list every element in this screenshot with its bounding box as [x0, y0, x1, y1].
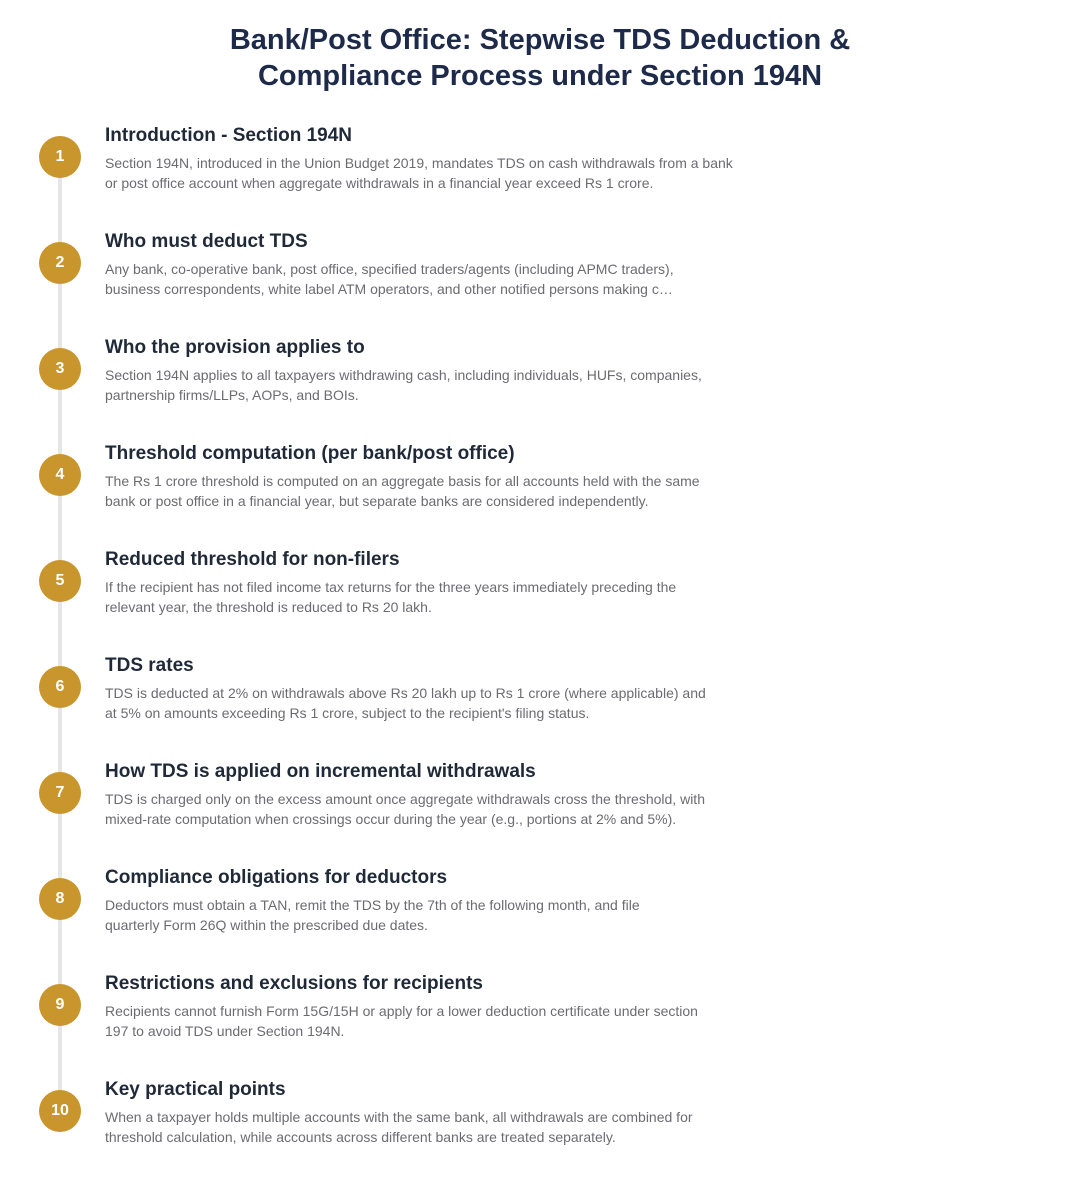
- step-description: [105, 577, 795, 617]
- step-item: [0, 549, 1080, 666]
- step-description-line: threshold calculation, while accounts across different banks are treated separately.: [105, 1129, 616, 1145]
- step-title: Threshold computation (per bank/post office): [105, 443, 515, 464]
- step-title: Reduced threshold for non-filers: [105, 549, 400, 570]
- step-item: [0, 443, 1080, 560]
- step-description-line: If the recipient has not filed income tax returns for the three years immediately preceding the: [105, 579, 677, 595]
- step-description-line: bank or post office in a financial year, but separate banks are considered independently.: [105, 493, 649, 509]
- step-description-line: Section 194N applies to all taxpayers withdrawing cash, including individuals, HUFs, companies,: [105, 367, 702, 383]
- step-description: [105, 895, 795, 935]
- step-description-line: Deductors must obtain a TAN, remit the TDS by the 7th of the following month, and file: [105, 897, 640, 913]
- step-description: [105, 259, 795, 299]
- step-title: TDS rates: [105, 655, 194, 676]
- step-description: [105, 365, 795, 405]
- step-title: Restrictions and exclusions for recipients: [105, 973, 483, 994]
- step-description-line: relevant year, the threshold is reduced to Rs 20 lakh.: [105, 599, 432, 615]
- step-title: Introduction - Section 194N: [105, 125, 353, 146]
- step-description: [105, 789, 795, 829]
- step-number-badge: 6: [39, 666, 81, 708]
- step-number-badge: 3: [39, 348, 81, 390]
- page-title-line: Compliance Process under Section 194N: [257, 60, 823, 92]
- step-number-badge: 4: [39, 454, 81, 496]
- step-description-line: When a taxpayer holds multiple accounts with the same bank, all withdrawals are combined for: [105, 1109, 693, 1125]
- step-title: Who must deduct TDS: [105, 231, 308, 252]
- step-title: Compliance obligations for deductors: [105, 867, 448, 888]
- step-description: [105, 683, 795, 723]
- step-number-badge: 10: [39, 1090, 81, 1132]
- step-description-line: quarterly Form 26Q within the prescribed due dates.: [105, 917, 428, 933]
- step-description: [105, 471, 795, 511]
- step-item: [0, 1079, 1080, 1196]
- step-item: [0, 125, 1080, 242]
- step-description: [105, 1001, 795, 1041]
- step-item: [0, 973, 1080, 1090]
- step-description-line: Recipients cannot furnish Form 15G/15H or apply for a lower deduction certificate under section: [105, 1003, 698, 1019]
- step-title: How TDS is applied on incremental withdrawals: [105, 761, 536, 782]
- step-description-line: mixed-rate computation when crossings occur during the year (e.g., portions at 2% and 5%).: [105, 811, 677, 827]
- step-number-badge: 8: [39, 878, 81, 920]
- step-description: [105, 153, 795, 193]
- step-description-line: The Rs 1 crore threshold is computed on an aggregate basis for all accounts held with the same: [105, 473, 700, 489]
- step-item: [0, 867, 1080, 984]
- step-description-line: TDS is deducted at 2% on withdrawals above Rs 20 lakh up to Rs 1 crore (where applicable) and: [105, 685, 706, 701]
- page-title-line: Bank/Post Office: Stepwise TDS Deduction &: [229, 24, 851, 56]
- step-description-line: TDS is charged only on the excess amount once aggregate withdrawals cross the threshold, with: [105, 791, 705, 807]
- step-description: [105, 1107, 795, 1147]
- step-description-line: or post office account when aggregate withdrawals in a financial year exceed Rs 1 crore.: [105, 175, 654, 191]
- step-number-badge: 7: [39, 772, 81, 814]
- step-number-badge: 5: [39, 560, 81, 602]
- step-item: [0, 231, 1080, 348]
- step-title: Key practical points: [105, 1079, 286, 1100]
- step-number-badge: 2: [39, 242, 81, 284]
- step-description-line: business correspondents, white label ATM operators, and other notified persons making c…: [105, 281, 673, 297]
- step-item: [0, 655, 1080, 772]
- step-number-badge: 9: [39, 984, 81, 1026]
- step-description-line: partnership firms/LLPs, AOPs, and BOIs.: [105, 387, 359, 403]
- step-title: Who the provision applies to: [105, 337, 365, 358]
- step-item: [0, 337, 1080, 454]
- step-item: [0, 761, 1080, 878]
- step-description-line: 197 to avoid TDS under Section 194N.: [105, 1023, 345, 1039]
- step-number-badge: 1: [39, 136, 81, 178]
- step-description-line: at 5% on amounts exceeding Rs 1 crore, subject to the recipient's filing status.: [105, 705, 590, 721]
- step-description-line: Section 194N, introduced in the Union Budget 2019, mandates TDS on cash withdrawals from a bank: [105, 155, 733, 171]
- step-description-line: Any bank, co-operative bank, post office, specified traders/agents (including APMC traders),: [105, 261, 674, 277]
